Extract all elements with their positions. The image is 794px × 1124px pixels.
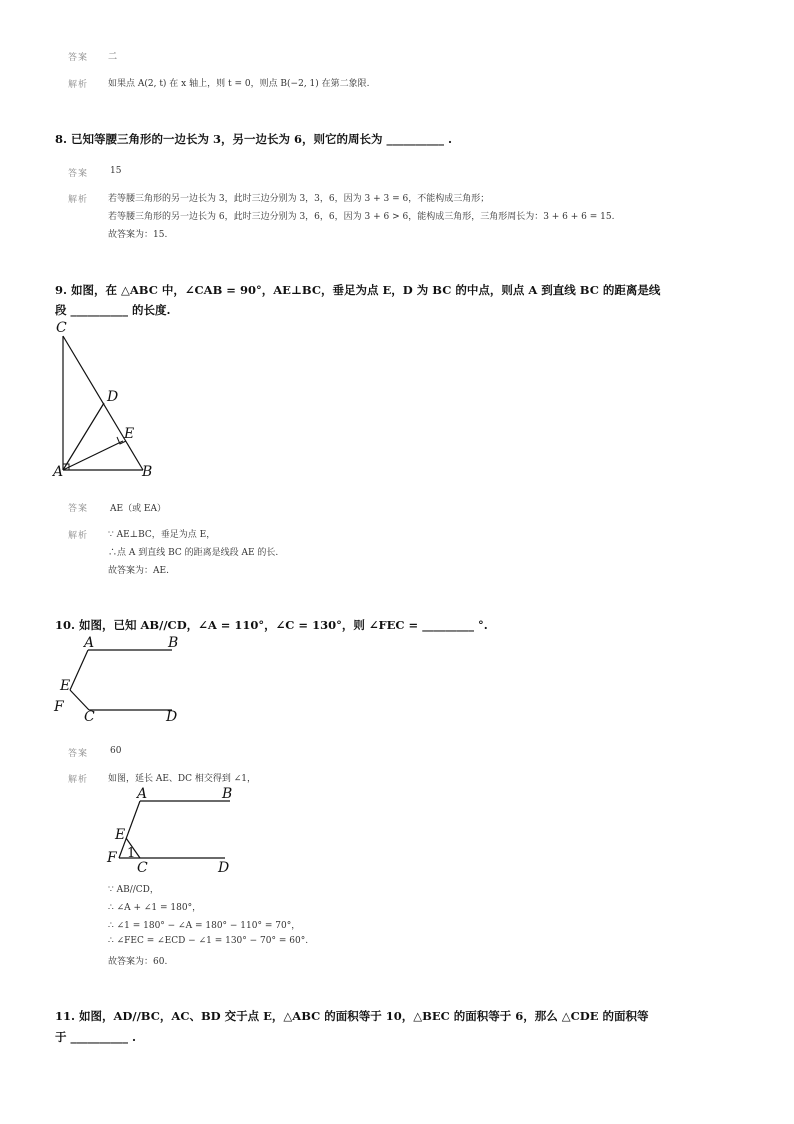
label-f: F xyxy=(107,850,117,866)
label-f: F xyxy=(54,699,64,715)
analysis-line: ∴ ∠A + ∠1 = 180°， xyxy=(108,903,202,913)
analysis-line: 故答案为：AE. xyxy=(108,566,169,576)
analysis-line: ∴点 A 到直线 BC 的距离是线段 AE 的长. xyxy=(108,548,279,558)
label-c: C xyxy=(56,320,67,336)
question-9-text: 9. 如图，在 △ABC 中，∠CAB = 90°，AE⊥BC，垂足为点 E，D 为 BC 的中点，则点 A 到直线 BC 的距离是线 xyxy=(55,283,661,297)
answer-value: 60 xyxy=(110,746,122,756)
analysis-line: 故答案为：60. xyxy=(108,957,168,967)
question-11-text: 11. 如图，AD//BC，AC、BD 交于点 E，△ABC 的面积等于 10，△BEC 的面积等于 6，那么 △CDE 的面积等 xyxy=(55,1009,649,1023)
analysis-line: 如果点 A(2, t) 在 x 轴上，则 t = 0，则点 B(−2, 1) 在第二象限. xyxy=(108,79,370,89)
analysis-line: 故答案为：15. xyxy=(108,230,168,240)
analysis-label: 解析 xyxy=(68,775,89,785)
analysis-line: 若等腰三角形的另一边长为 6，此时三边分别为 3，6，6，因为 3 + 6 > 6，能构成三角形，三角形周长为：3 + 6 + 6 = 15. xyxy=(108,212,615,222)
analysis-line: ∵ AB//CD， xyxy=(108,885,159,895)
analysis-label: 解析 xyxy=(68,195,89,205)
answer-label: 答案 xyxy=(68,504,89,514)
label-b: B xyxy=(222,786,233,802)
question-10-text: 10. 如图，已知 AB//CD，∠A = 110°，∠C = 130°，则 ∠FEC = _________ °. xyxy=(55,618,488,632)
analysis-intro: 如图，延长 AE、DC 相交得到 ∠1， xyxy=(108,774,257,784)
label-d: D xyxy=(218,860,230,876)
label-e: E xyxy=(60,678,71,694)
label-b: B xyxy=(168,635,179,651)
question-11-text: 于 __________ . xyxy=(55,1030,137,1044)
analysis-line: ∵ AE⊥BC，垂足为点 E， xyxy=(108,530,216,540)
analysis-line: ∴ ∠FEC = ∠ECD − ∠1 = 130° − 70° = 60°. xyxy=(108,936,309,946)
label-angle-1: 1 xyxy=(127,846,136,861)
question-8-text: 8. 已知等腰三角形的一边长为 3，另一边长为 6，则它的周长为 __________ . xyxy=(55,132,453,146)
analysis-line: 若等腰三角形的另一边长为 3，此时三边分别为 3，3，6，因为 3 + 3 = 6，不能构成三角形； xyxy=(108,194,490,204)
label-d: D xyxy=(166,709,178,725)
answer-value: AE（或 EA） xyxy=(110,504,166,514)
label-b: B xyxy=(142,464,153,480)
label-e: E xyxy=(115,827,126,843)
label-a: A xyxy=(84,635,95,651)
label-a: A xyxy=(137,786,148,802)
label-e: E xyxy=(124,426,135,442)
analysis-label: 解析 xyxy=(68,531,89,541)
label-c: C xyxy=(84,709,95,725)
label-c: C xyxy=(137,860,148,876)
label-a: A xyxy=(53,464,64,480)
label-d: D xyxy=(107,389,119,405)
answer-label: 答案 xyxy=(68,53,89,63)
analysis-label: 解析 xyxy=(68,80,89,90)
answer-label: 答案 xyxy=(68,749,89,759)
answer-value: 二 xyxy=(108,52,118,62)
analysis-line: ∴ ∠1 = 180° − ∠A = 180° − 110° = 70°， xyxy=(108,921,301,931)
question-9-text: 段 __________ 的长度. xyxy=(55,303,171,317)
answer-value: 15 xyxy=(110,166,122,176)
answer-label: 答案 xyxy=(68,169,89,179)
